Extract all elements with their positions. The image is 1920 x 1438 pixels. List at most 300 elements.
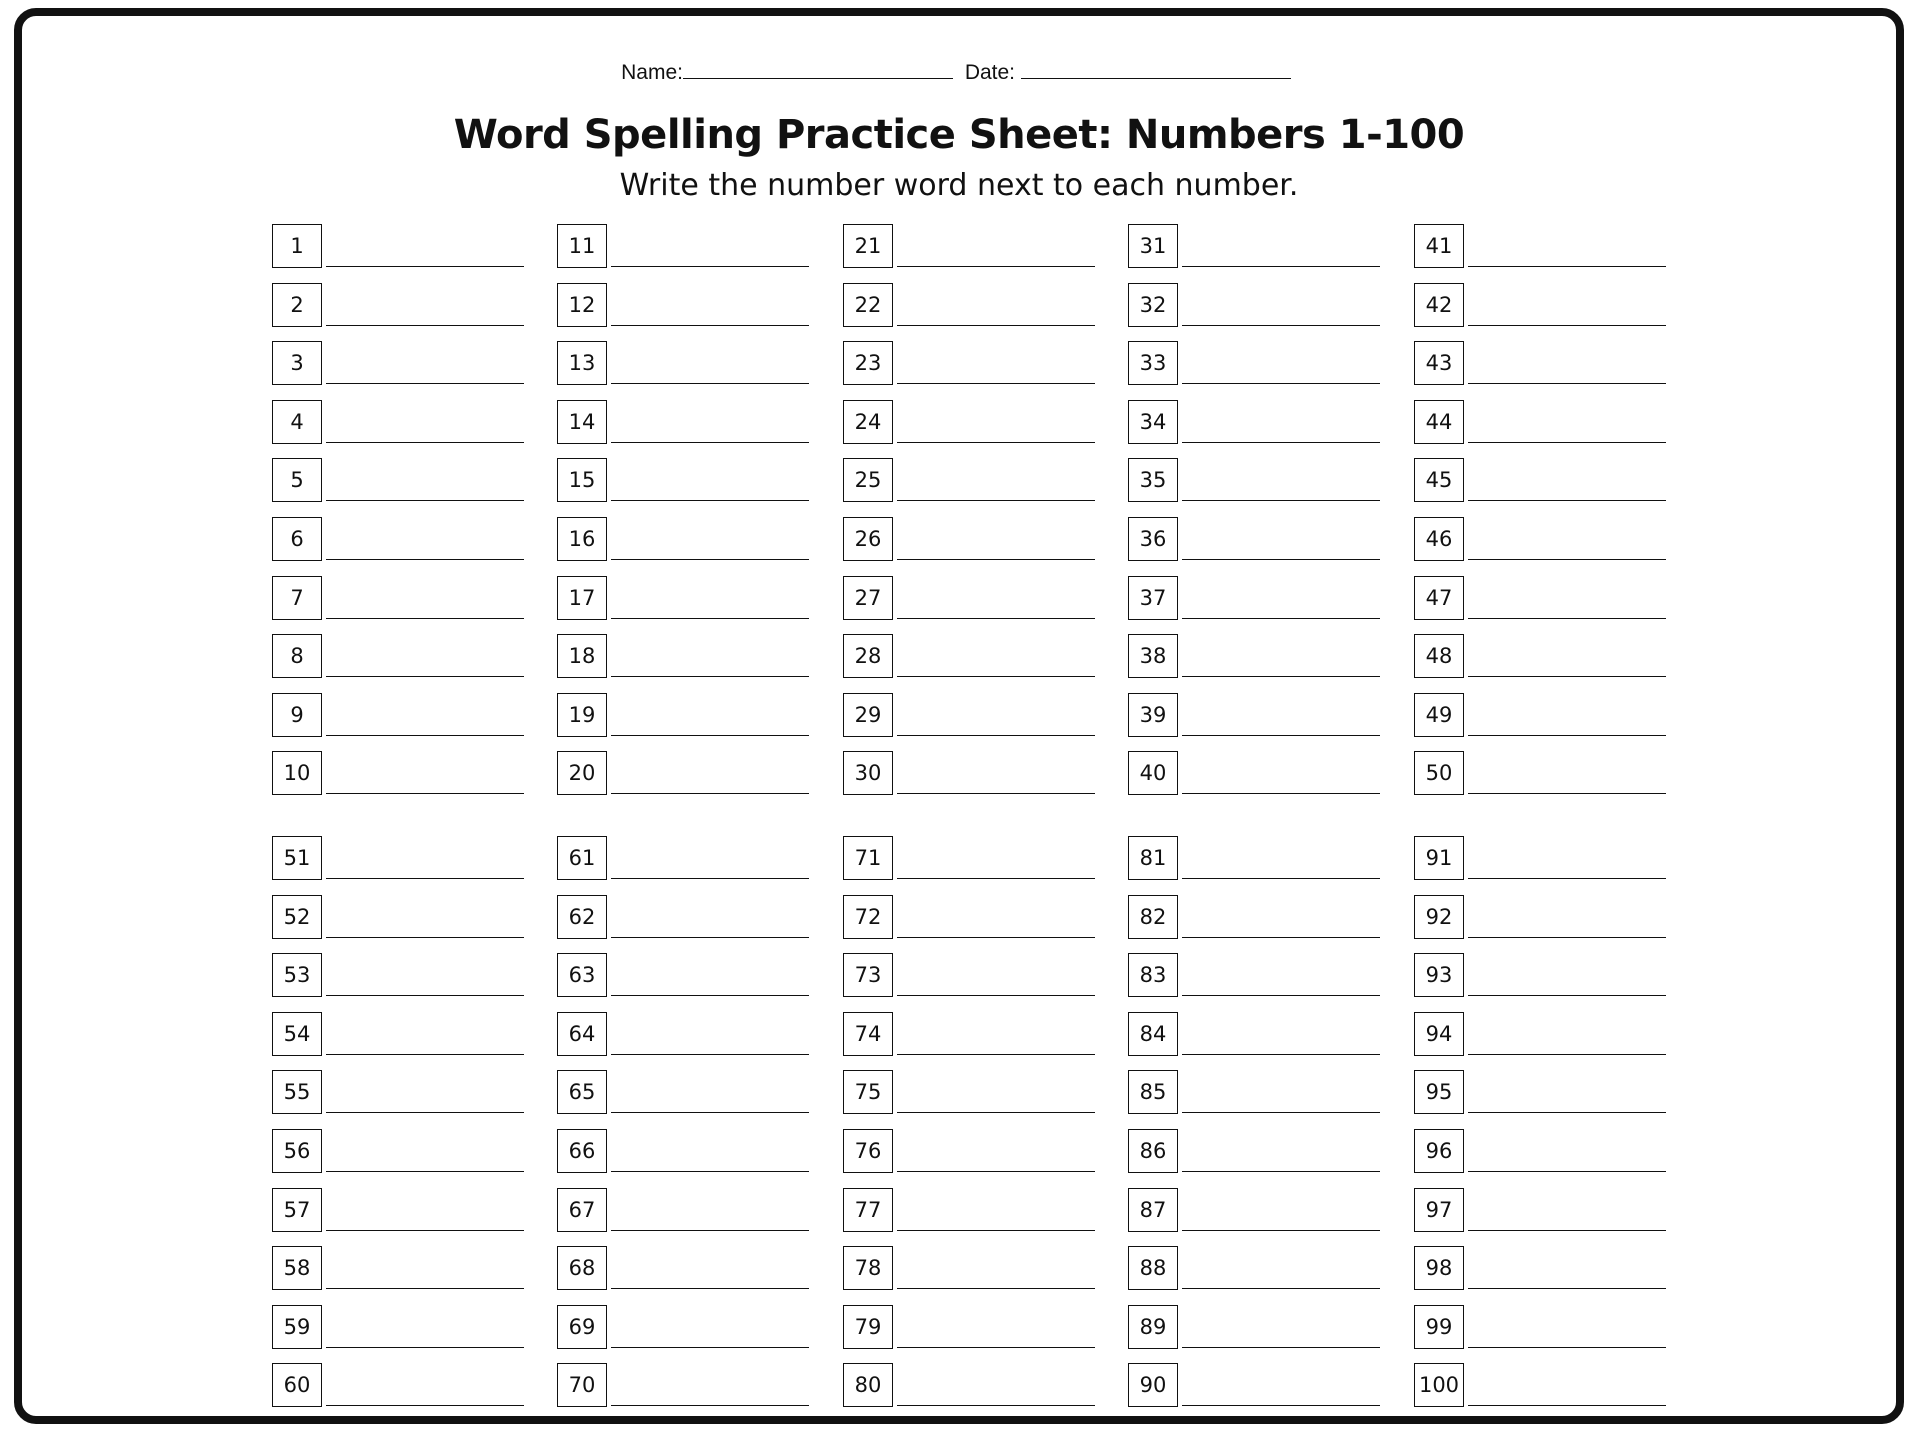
- number-box: 21: [843, 224, 893, 268]
- number-item: [1414, 283, 1674, 331]
- answer-line[interactable]: [1468, 937, 1666, 938]
- answer-line[interactable]: [326, 266, 524, 267]
- number-item: [1128, 517, 1388, 565]
- number-box: 48: [1414, 634, 1464, 678]
- answer-line[interactable]: [611, 995, 809, 996]
- answer-line[interactable]: [611, 735, 809, 736]
- number-box: 10: [272, 751, 322, 795]
- number-item: [1128, 1188, 1388, 1236]
- answer-line[interactable]: [897, 559, 1095, 560]
- number-item: [1414, 1129, 1674, 1177]
- answer-line[interactable]: [1182, 1054, 1380, 1055]
- answer-line[interactable]: [611, 1405, 809, 1406]
- answer-line[interactable]: [326, 735, 524, 736]
- number-item: [272, 953, 532, 1001]
- number-box: 27: [843, 576, 893, 620]
- number-item: [557, 1129, 817, 1177]
- number-box: 89: [1128, 1305, 1178, 1349]
- number-item: [557, 953, 817, 1001]
- number-item: [1128, 283, 1388, 331]
- number-box: 92: [1414, 895, 1464, 939]
- number-item: [1128, 1363, 1388, 1411]
- number-item: [272, 576, 532, 624]
- number-item: [1414, 1188, 1674, 1236]
- number-box: 90: [1128, 1363, 1178, 1407]
- number-item: [557, 1363, 817, 1411]
- number-box: 24: [843, 400, 893, 444]
- answer-line[interactable]: [326, 325, 524, 326]
- answer-line[interactable]: [897, 618, 1095, 619]
- answer-line[interactable]: [1468, 559, 1666, 560]
- answer-line[interactable]: [1468, 995, 1666, 996]
- number-box: 52: [272, 895, 322, 939]
- number-item: [843, 1188, 1103, 1236]
- number-box: 35: [1128, 458, 1178, 502]
- number-item: [843, 458, 1103, 506]
- number-item: [843, 1129, 1103, 1177]
- number-item: [557, 634, 817, 682]
- number-grid: [22, 16, 1896, 1416]
- answer-line[interactable]: [1182, 1347, 1380, 1348]
- number-box: 46: [1414, 517, 1464, 561]
- number-box: 60: [272, 1363, 322, 1407]
- number-box: 96: [1414, 1129, 1464, 1173]
- answer-line[interactable]: [1468, 735, 1666, 736]
- answer-line[interactable]: [1182, 676, 1380, 677]
- number-item: [272, 895, 532, 943]
- number-item: [557, 576, 817, 624]
- number-box: 76: [843, 1129, 893, 1173]
- number-item: [272, 400, 532, 448]
- number-item: [1414, 836, 1674, 884]
- number-box: 37: [1128, 576, 1178, 620]
- number-box: 42: [1414, 283, 1464, 327]
- number-item: [557, 341, 817, 389]
- number-item: [843, 836, 1103, 884]
- number-box: 61: [557, 836, 607, 880]
- number-box: 17: [557, 576, 607, 620]
- number-item: [557, 1188, 817, 1236]
- worksheet-page: [14, 8, 1904, 1424]
- number-item: [843, 751, 1103, 799]
- answer-line[interactable]: [1468, 1112, 1666, 1113]
- answer-line[interactable]: [1468, 878, 1666, 879]
- number-box: 8: [272, 634, 322, 678]
- answer-line[interactable]: [897, 1054, 1095, 1055]
- number-item: [272, 1188, 532, 1236]
- number-item: [1414, 1070, 1674, 1118]
- number-box: 87: [1128, 1188, 1178, 1232]
- number-item: [1414, 1012, 1674, 1060]
- answer-line[interactable]: [326, 442, 524, 443]
- number-box: 62: [557, 895, 607, 939]
- answer-line[interactable]: [611, 676, 809, 677]
- number-item: [557, 283, 817, 331]
- answer-line[interactable]: [326, 1405, 524, 1406]
- number-box: 44: [1414, 400, 1464, 444]
- number-item: [1414, 895, 1674, 943]
- answer-line[interactable]: [1468, 266, 1666, 267]
- number-box: 12: [557, 283, 607, 327]
- number-item: [557, 458, 817, 506]
- answer-line[interactable]: [1182, 878, 1380, 879]
- answer-line[interactable]: [897, 325, 1095, 326]
- number-box: 29: [843, 693, 893, 737]
- number-box: 1: [272, 224, 322, 268]
- number-box: 83: [1128, 953, 1178, 997]
- number-item: [1128, 458, 1388, 506]
- answer-line[interactable]: [326, 500, 524, 501]
- number-item: [1414, 953, 1674, 1001]
- name-label: Name:: [621, 61, 683, 84]
- answer-line[interactable]: [1182, 266, 1380, 267]
- number-box: 2: [272, 283, 322, 327]
- number-item: [843, 1363, 1103, 1411]
- number-item: [1414, 1246, 1674, 1294]
- answer-line[interactable]: [897, 1112, 1095, 1113]
- number-box: 85: [1128, 1070, 1178, 1114]
- number-box: 50: [1414, 751, 1464, 795]
- number-box: 28: [843, 634, 893, 678]
- number-box: 40: [1128, 751, 1178, 795]
- number-box: 47: [1414, 576, 1464, 620]
- answer-line[interactable]: [897, 1230, 1095, 1231]
- answer-line[interactable]: [611, 937, 809, 938]
- answer-line[interactable]: [326, 383, 524, 384]
- number-item: [843, 953, 1103, 1001]
- number-box: 74: [843, 1012, 893, 1056]
- answer-line[interactable]: [1182, 1405, 1380, 1406]
- number-box: 94: [1414, 1012, 1464, 1056]
- number-item: [1414, 224, 1674, 272]
- answer-line[interactable]: [611, 500, 809, 501]
- answer-line[interactable]: [326, 1112, 524, 1113]
- answer-line[interactable]: [1182, 1171, 1380, 1172]
- answer-line[interactable]: [1468, 325, 1666, 326]
- answer-line[interactable]: [326, 1230, 524, 1231]
- answer-line[interactable]: [897, 383, 1095, 384]
- number-box: 32: [1128, 283, 1178, 327]
- number-box: 99: [1414, 1305, 1464, 1349]
- number-item: [843, 693, 1103, 741]
- answer-line[interactable]: [611, 1347, 809, 1348]
- number-item: [272, 283, 532, 331]
- number-box: 69: [557, 1305, 607, 1349]
- answer-line[interactable]: [1182, 937, 1380, 938]
- number-item: [272, 1012, 532, 1060]
- number-item: [1128, 1305, 1388, 1353]
- number-box: 86: [1128, 1129, 1178, 1173]
- number-box: 36: [1128, 517, 1178, 561]
- number-item: [843, 1246, 1103, 1294]
- number-item: [1128, 693, 1388, 741]
- answer-line[interactable]: [1182, 618, 1380, 619]
- number-box: 79: [843, 1305, 893, 1349]
- number-box: 9: [272, 693, 322, 737]
- answer-line[interactable]: [1182, 1288, 1380, 1289]
- number-item: [557, 1246, 817, 1294]
- number-box: 45: [1414, 458, 1464, 502]
- number-box: 6: [272, 517, 322, 561]
- number-item: [272, 751, 532, 799]
- answer-line[interactable]: [326, 559, 524, 560]
- answer-line[interactable]: [1182, 735, 1380, 736]
- number-item: [557, 751, 817, 799]
- answer-line[interactable]: [611, 1288, 809, 1289]
- number-item: [1128, 224, 1388, 272]
- number-box: 18: [557, 634, 607, 678]
- number-box: 93: [1414, 953, 1464, 997]
- number-box: 23: [843, 341, 893, 385]
- number-box: 65: [557, 1070, 607, 1114]
- answer-line[interactable]: [611, 618, 809, 619]
- answer-line[interactable]: [1182, 793, 1380, 794]
- number-box: 100: [1414, 1363, 1464, 1407]
- answer-line[interactable]: [1182, 995, 1380, 996]
- answer-line[interactable]: [1468, 442, 1666, 443]
- number-item: [1128, 1246, 1388, 1294]
- number-item: [1128, 1012, 1388, 1060]
- number-item: [1414, 576, 1674, 624]
- number-box: 70: [557, 1363, 607, 1407]
- number-box: 49: [1414, 693, 1464, 737]
- number-box: 63: [557, 953, 607, 997]
- answer-line[interactable]: [897, 1347, 1095, 1348]
- answer-line[interactable]: [1468, 1347, 1666, 1348]
- answer-line[interactable]: [1468, 676, 1666, 677]
- answer-line[interactable]: [897, 1288, 1095, 1289]
- number-box: 13: [557, 341, 607, 385]
- number-box: 43: [1414, 341, 1464, 385]
- number-item: [1128, 1070, 1388, 1118]
- number-box: 19: [557, 693, 607, 737]
- number-item: [843, 224, 1103, 272]
- number-box: 71: [843, 836, 893, 880]
- number-box: 68: [557, 1246, 607, 1290]
- number-box: 67: [557, 1188, 607, 1232]
- number-item: [557, 224, 817, 272]
- answer-line[interactable]: [1182, 1230, 1380, 1231]
- number-box: 34: [1128, 400, 1178, 444]
- answer-line[interactable]: [611, 878, 809, 879]
- number-box: 31: [1128, 224, 1178, 268]
- number-box: 84: [1128, 1012, 1178, 1056]
- answer-line[interactable]: [1182, 383, 1380, 384]
- number-item: [843, 1305, 1103, 1353]
- number-box: 54: [272, 1012, 322, 1056]
- answer-line[interactable]: [611, 1054, 809, 1055]
- answer-line[interactable]: [1468, 1288, 1666, 1289]
- answer-line[interactable]: [326, 793, 524, 794]
- number-item: [557, 400, 817, 448]
- number-item: [557, 517, 817, 565]
- number-item: [1128, 953, 1388, 1001]
- number-box: 55: [272, 1070, 322, 1114]
- number-item: [1128, 836, 1388, 884]
- answer-line[interactable]: [326, 1288, 524, 1289]
- number-box: 72: [843, 895, 893, 939]
- number-item: [843, 517, 1103, 565]
- number-box: 41: [1414, 224, 1464, 268]
- number-item: [272, 836, 532, 884]
- number-box: 26: [843, 517, 893, 561]
- number-box: 98: [1414, 1246, 1464, 1290]
- number-item: [1128, 400, 1388, 448]
- answer-line[interactable]: [611, 383, 809, 384]
- number-box: 3: [272, 341, 322, 385]
- number-box: 88: [1128, 1246, 1178, 1290]
- answer-line[interactable]: [1468, 1054, 1666, 1055]
- answer-line[interactable]: [611, 559, 809, 560]
- number-item: [272, 693, 532, 741]
- number-item: [557, 1070, 817, 1118]
- answer-line[interactable]: [1468, 793, 1666, 794]
- number-box: 14: [557, 400, 607, 444]
- number-box: 64: [557, 1012, 607, 1056]
- answer-line[interactable]: [897, 735, 1095, 736]
- answer-line[interactable]: [326, 1171, 524, 1172]
- number-box: 66: [557, 1129, 607, 1173]
- number-item: [1128, 1129, 1388, 1177]
- answer-line[interactable]: [1468, 383, 1666, 384]
- number-box: 11: [557, 224, 607, 268]
- number-item: [843, 1070, 1103, 1118]
- number-item: [557, 1305, 817, 1353]
- number-box: 75: [843, 1070, 893, 1114]
- number-item: [1128, 751, 1388, 799]
- number-item: [557, 693, 817, 741]
- answer-line[interactable]: [326, 618, 524, 619]
- number-item: [1414, 1363, 1674, 1411]
- answer-line[interactable]: [897, 442, 1095, 443]
- number-item: [843, 400, 1103, 448]
- number-item: [272, 1129, 532, 1177]
- number-box: 38: [1128, 634, 1178, 678]
- number-box: 56: [272, 1129, 322, 1173]
- answer-line[interactable]: [611, 1171, 809, 1172]
- number-item: [272, 341, 532, 389]
- answer-line[interactable]: [611, 1112, 809, 1113]
- number-box: 22: [843, 283, 893, 327]
- number-item: [843, 634, 1103, 682]
- number-item: [272, 1246, 532, 1294]
- answer-line[interactable]: [897, 937, 1095, 938]
- number-item: [843, 283, 1103, 331]
- number-item: [843, 341, 1103, 389]
- answer-line[interactable]: [611, 266, 809, 267]
- answer-line[interactable]: [326, 1054, 524, 1055]
- number-box: 39: [1128, 693, 1178, 737]
- number-box: 25: [843, 458, 893, 502]
- number-box: 33: [1128, 341, 1178, 385]
- number-item: [557, 895, 817, 943]
- number-item: [1128, 634, 1388, 682]
- number-item: [272, 517, 532, 565]
- page-title: Word Spelling Practice Sheet: Numbers 1-100: [453, 112, 1465, 158]
- answer-line[interactable]: [1182, 325, 1380, 326]
- number-item: [843, 895, 1103, 943]
- number-item: [272, 634, 532, 682]
- answer-line[interactable]: [1182, 1112, 1380, 1113]
- answer-line[interactable]: [897, 1405, 1095, 1406]
- number-box: 81: [1128, 836, 1178, 880]
- answer-line[interactable]: [897, 793, 1095, 794]
- answer-line[interactable]: [1468, 1405, 1666, 1406]
- number-box: 30: [843, 751, 893, 795]
- number-box: 80: [843, 1363, 893, 1407]
- number-box: 73: [843, 953, 893, 997]
- number-item: [272, 1070, 532, 1118]
- answer-line[interactable]: [897, 1171, 1095, 1172]
- answer-line[interactable]: [611, 1230, 809, 1231]
- answer-line[interactable]: [611, 325, 809, 326]
- number-box: 51: [272, 836, 322, 880]
- answer-line[interactable]: [897, 676, 1095, 677]
- number-item: [1414, 634, 1674, 682]
- number-item: [1414, 458, 1674, 506]
- answer-line[interactable]: [1182, 500, 1380, 501]
- number-item: [272, 458, 532, 506]
- number-item: [1414, 1305, 1674, 1353]
- number-item: [272, 224, 532, 272]
- number-box: 82: [1128, 895, 1178, 939]
- answer-line[interactable]: [611, 442, 809, 443]
- answer-line[interactable]: [897, 500, 1095, 501]
- answer-line[interactable]: [1182, 442, 1380, 443]
- number-item: [1128, 576, 1388, 624]
- answer-line[interactable]: [1468, 618, 1666, 619]
- instructions: Write the number word next to each number.: [619, 168, 1299, 203]
- number-item: [1128, 895, 1388, 943]
- number-box: 59: [272, 1305, 322, 1349]
- answer-line[interactable]: [1182, 559, 1380, 560]
- answer-line[interactable]: [1468, 1230, 1666, 1231]
- number-item: [557, 836, 817, 884]
- number-box: 53: [272, 953, 322, 997]
- answer-line[interactable]: [326, 995, 524, 996]
- number-box: 5: [272, 458, 322, 502]
- number-item: [1414, 341, 1674, 389]
- answer-line[interactable]: [897, 266, 1095, 267]
- answer-line[interactable]: [326, 1347, 524, 1348]
- number-box: 57: [272, 1188, 322, 1232]
- number-item: [272, 1305, 532, 1353]
- number-item: [1128, 341, 1388, 389]
- number-box: 91: [1414, 836, 1464, 880]
- number-box: 4: [272, 400, 322, 444]
- number-box: 95: [1414, 1070, 1464, 1114]
- answer-line[interactable]: [897, 995, 1095, 996]
- answer-line[interactable]: [611, 793, 809, 794]
- number-item: [557, 1012, 817, 1060]
- number-item: [1414, 517, 1674, 565]
- answer-line[interactable]: [326, 878, 524, 879]
- number-box: 16: [557, 517, 607, 561]
- number-item: [272, 1363, 532, 1411]
- number-item: [843, 1012, 1103, 1060]
- number-item: [1414, 693, 1674, 741]
- answer-line[interactable]: [1468, 500, 1666, 501]
- number-box: 20: [557, 751, 607, 795]
- number-box: 15: [557, 458, 607, 502]
- answer-line[interactable]: [897, 878, 1095, 879]
- number-box: 97: [1414, 1188, 1464, 1232]
- answer-line[interactable]: [326, 676, 524, 677]
- answer-line[interactable]: [1468, 1171, 1666, 1172]
- date-label: Date:: [964, 61, 1016, 84]
- number-box: 7: [272, 576, 322, 620]
- answer-line[interactable]: [326, 937, 524, 938]
